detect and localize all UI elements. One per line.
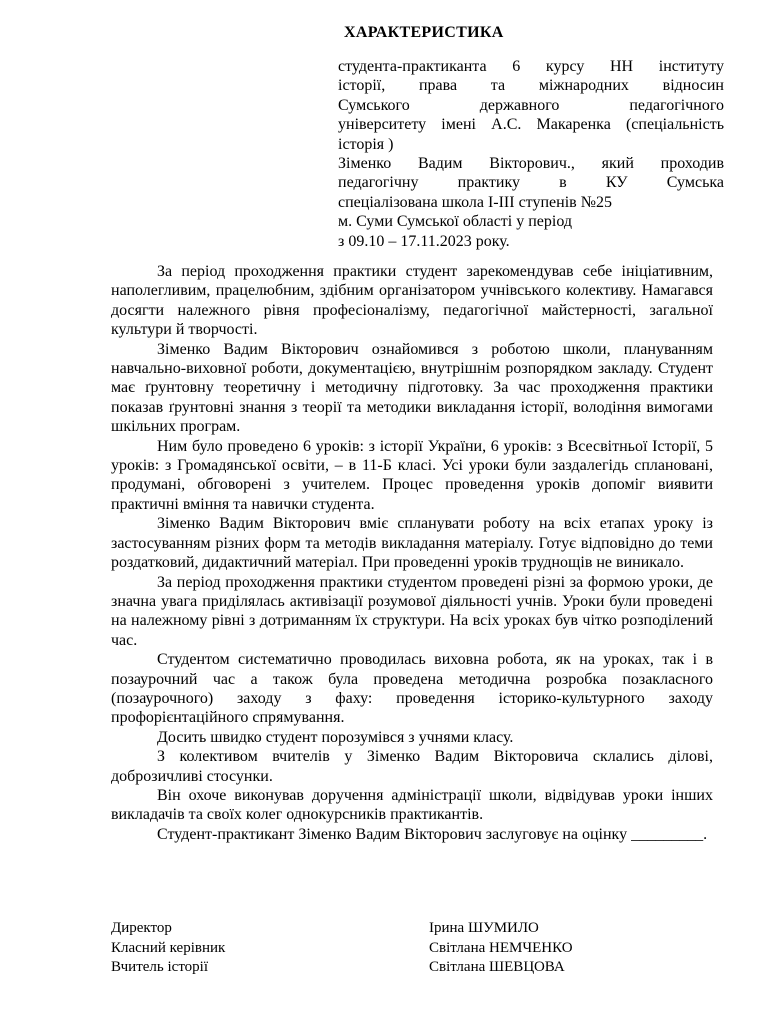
header-line: університету імені А.С. Макаренка (спеціальність: [338, 116, 724, 134]
signature-row: [111, 939, 711, 959]
body-paragraph: Досить швидко студент порозумівся з учнями класу.: [157, 728, 514, 746]
document-title: ХАРАКТЕРИСТИКА: [344, 24, 504, 41]
body-paragraph: За період проходження практики студент зарекомендував себе ініціативним, наполегливим, працелюбним, здібним організатором учнівського колективу. Намагався досягти належного рівня професіоналізму, педагогічної майстерності, загальної культури й творчості.: [111, 263, 713, 339]
signatures-block: [111, 919, 711, 978]
body-paragraph: З колективом вчителів у Зіменко Вадим Вікторовича склались ділові, доброзичливі стосунки.: [111, 748, 713, 785]
header-line: студента-практиканта 6 курсу НН інституту: [338, 58, 724, 75]
signature-name: Ірина ШУМИЛО: [429, 920, 539, 936]
signature-role: Вчитель історії: [111, 959, 209, 975]
header-line: з 09.10 – 17.11.2023 року.: [338, 232, 510, 250]
body-paragraph: Зіменко Вадим Вікторович ознайомився з роботою школи, плануванням навчально-виховної роботи, документацією, внутрішнім розпорядком закладу. Студент має ґрунтовну теоретичну і методичну підготовку. За час проходження практики показав ґрунтовні знання з теорії та методики викладання історії, володіння вимогами шкільних програм.: [111, 340, 713, 436]
student-info-block: [338, 57, 724, 251]
signature-role: Директор: [111, 920, 172, 936]
header-line: історія ): [338, 135, 394, 153]
body-paragraph: Зіменко Вадим Вікторович вміє спланувати роботу на всіх етапах уроку із застосуванням різних форм та методів викладання матеріалу. Готує відповідно до теми роздатковий, дидактичний матеріал. При проведенні уроків труднощів не виникало.: [111, 515, 713, 572]
signature-name: Світлана ШЕВЦОВА: [429, 959, 565, 975]
signature-row: [111, 919, 711, 939]
signature-role: Класний керівник: [111, 939, 226, 956]
header-line: Зіменко Вадим Вікторович., який проходив: [338, 155, 724, 173]
body-paragraph: Студентом систематично проводилась виховна робота, як на уроках, так і в позаурочний час а також була проведена методична розробка позакласного (позаурочного) заходу з фаху: проведення історико-культурного заходу профорієнтаційного спрямування.: [111, 651, 713, 727]
header-line: спеціалізована школа І-ІІІ ступенів №25: [338, 193, 612, 211]
header-line: історії, права та міжнародних відносин: [338, 77, 724, 95]
body-paragraph: Студент-практикант Зіменко Вадим Вікторович заслуговує на оцінку _________.: [157, 825, 708, 843]
body-paragraph: За період проходження практики студентом проведені різні за формою уроки, де значна увага приділялась активізації розумової діяльності учнів. Уроки були проведені на належному рівні з дотриманням їх структури. На всіх уроках був чітко розподілений час.: [111, 573, 713, 649]
signature-row: [111, 958, 711, 978]
header-line: м. Суми Сумської області у період: [338, 213, 573, 231]
body-paragraph: Він охоче виконував доручення адміністрації школи, відвідував уроки інших викладачів та своїх колег однокурсників практикантів.: [111, 786, 713, 824]
header-line: Сумського державного педагогічного: [338, 96, 724, 114]
characteristic-body: [111, 262, 713, 844]
signature-name: Світлана НЕМЧЕНКО: [429, 939, 573, 956]
body-paragraph: Ним було проведено 6 уроків: з історії України, 6 уроків: з Всесвітньої Історії, 5 уроків: з Громадянської освіти, – в 11-Б класі. Усі уроки були заздалегідь сплановані, продумані, обговорені з учителем. Процес проведення уроків допоміг виявити практичні вміння та навички студента.: [111, 437, 713, 513]
header-line: педагогічну практику в КУ Сумська: [338, 174, 724, 192]
